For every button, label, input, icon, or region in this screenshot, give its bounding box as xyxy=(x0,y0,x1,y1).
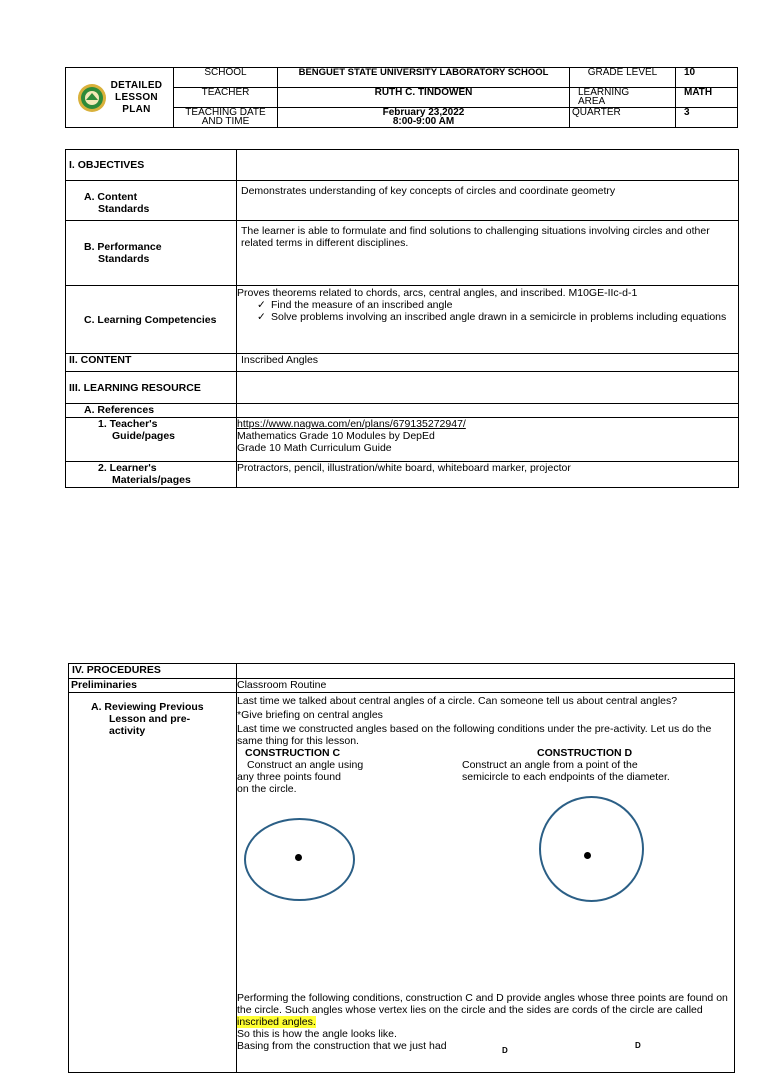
procedures-table xyxy=(68,663,735,1073)
check-icon: ✓ xyxy=(257,311,266,323)
competency-item: ✓ Find the measure of an inscribed angle xyxy=(257,299,453,311)
review-paragraph-last: Basing from the construction that we just had D D xyxy=(237,1040,641,1055)
document-title: DETAILED LESSON PLAN xyxy=(110,79,163,115)
logo-cell xyxy=(66,68,174,128)
figure-label-d-right: D xyxy=(635,1041,641,1050)
construction-c-center-dot xyxy=(295,854,302,861)
content-heading: II. CONTENT xyxy=(66,354,237,372)
references-label: A. References xyxy=(66,404,237,418)
check-icon: ✓ xyxy=(257,299,266,311)
learning-competencies-text: Proves theorems related to chords, arcs, central angles, and inscribed. M10GE-IIc-d-1 xyxy=(237,287,638,299)
construction-d-circle xyxy=(539,796,644,902)
construction-d-center-dot xyxy=(584,852,591,859)
reviewing-lesson-label: A. Reviewing Previous Lesson and pre- activity xyxy=(69,693,237,1073)
constructions-area xyxy=(237,747,734,992)
construction-c-title: CONSTRUCTION C xyxy=(245,747,341,759)
inscribed-angle-definition: Performing the following conditions, construction C and D provide angles whose three points are found on the circle. Such angles whose vertex lies on the circle and the sides are cords of the circle are called inscribed angles. xyxy=(237,992,728,1028)
construction-d-title: CONSTRUCTION D xyxy=(537,747,633,759)
learning-resource-empty-cell xyxy=(237,372,739,404)
reference-link[interactable]: https://www.nagwa.com/en/plans/679135272947/ xyxy=(237,418,466,430)
performance-standards-label: B. Performance Standards xyxy=(66,221,237,286)
teachers-guide-cell xyxy=(237,418,739,462)
reference-item: Mathematics Grade 10 Modules by DepEd xyxy=(237,430,435,442)
construction-c-instructions: Construct an angle using any three points found on the circle. xyxy=(237,759,364,795)
preliminaries-value: Classroom Routine xyxy=(237,679,735,693)
grade-label: GRADE LEVEL xyxy=(570,68,676,88)
grade-value: 10 xyxy=(676,68,738,88)
review-paragraph: So this is how the angle looks like. xyxy=(237,1028,397,1040)
content-standards-label: A. Content Standards xyxy=(66,181,237,221)
school-label: SCHOOL xyxy=(174,68,278,88)
content-standards-text: Demonstrates understanding of key concepts of circles and coordinate geometry xyxy=(237,181,739,221)
teacher-label: TEACHER xyxy=(174,88,278,108)
learning-competencies-cell xyxy=(237,286,739,354)
teachers-guide-label: 1. Teacher's Guide/pages xyxy=(66,418,237,462)
learners-materials-label: 2. Learner's Materials/pages xyxy=(66,462,237,488)
header-table xyxy=(65,67,738,128)
learners-materials-text: Protractors, pencil, illustration/white board, whiteboard marker, projector xyxy=(237,462,739,488)
quarter-value: 3 xyxy=(676,108,738,128)
objectives-heading: I. OBJECTIVES xyxy=(66,150,237,181)
performance-standards-text: The learner is able to formulate and find solutions to challenging situations involving circles and other related terms in different disciplines. xyxy=(237,221,739,286)
teacher-value: RUTH C. TINDOWEN xyxy=(278,88,570,108)
review-paragraph: Last time we constructed angles based on the following conditions under the pre-activity. Let us do the same thing for this lesson. xyxy=(237,723,712,747)
preliminaries-label: Preliminaries xyxy=(69,679,237,693)
learning-resource-heading: III. LEARNING RESOURCE xyxy=(66,372,237,404)
references-empty-cell xyxy=(237,404,739,418)
objectives-table xyxy=(65,149,739,488)
content-value: Inscribed Angles xyxy=(237,354,739,372)
construction-d-instructions: Construct an angle from a point of the semicircle to each endpoints of the diameter. xyxy=(462,759,670,783)
reviewing-lesson-cell xyxy=(237,693,735,1073)
figure-label-d-left: D xyxy=(502,1046,508,1055)
learning-area-label: LEARNING AREA xyxy=(570,88,676,108)
learning-area-value: MATH xyxy=(676,88,738,108)
reference-item: Grade 10 Math Curriculum Guide xyxy=(237,442,392,454)
quarter-label: QUARTER xyxy=(570,108,676,128)
review-paragraph: Last time we talked about central angles of a circle. Can someone tell us about central angles? xyxy=(237,695,678,707)
objectives-empty-cell xyxy=(237,150,739,181)
inscribed-angles-highlight: inscribed angles. xyxy=(237,1016,316,1028)
teaching-date-value: February 23,2022 8:00-9:00 AM xyxy=(278,108,570,128)
school-value: BENGUET STATE UNIVERSITY LABORATORY SCHOOL xyxy=(278,68,570,88)
review-paragraph: *Give briefing on central angles xyxy=(237,709,383,721)
teaching-date-label: TEACHING DATE AND TIME xyxy=(174,108,278,128)
procedures-heading: IV. PROCEDURES xyxy=(69,664,237,679)
competency-item: ✓ Solve problems involving an inscribed angle drawn in a semicircle in problems including equations xyxy=(257,311,727,323)
school-seal-icon xyxy=(77,83,107,113)
learning-competencies-label: C. Learning Competencies xyxy=(66,286,237,354)
procedures-empty-cell xyxy=(237,664,735,679)
